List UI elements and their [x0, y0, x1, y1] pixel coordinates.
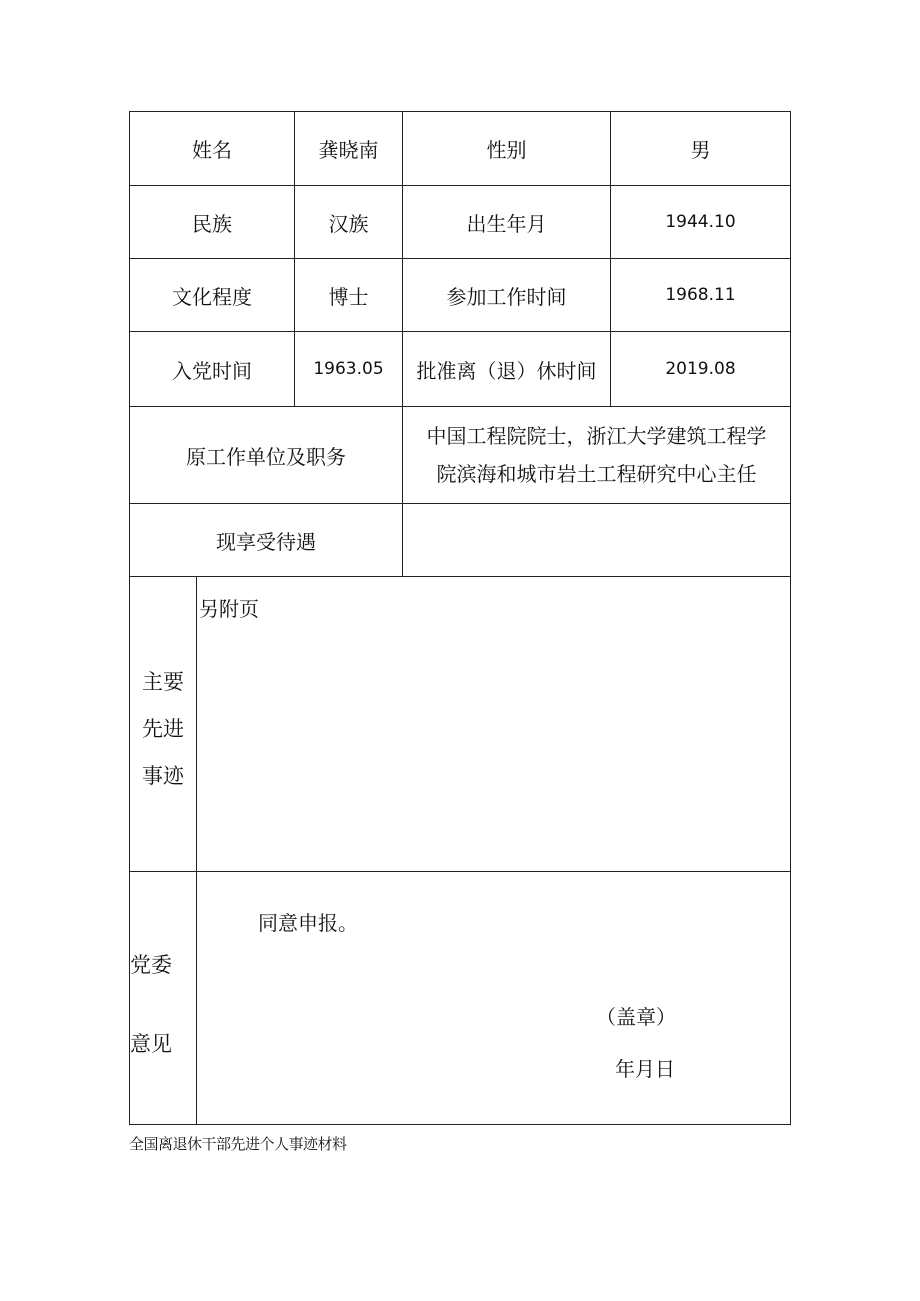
former-position-label: 原工作单位及职务: [186, 444, 346, 469]
benefits-label: 现享受待遇: [216, 529, 316, 554]
former-position-line-1: 中国工程院院士，浙江大学建筑工程学: [426, 424, 767, 448]
birth-date-label: 出生年月: [466, 211, 547, 236]
deeds-label: [130, 577, 196, 871]
retirement-label: 批准离（退）休时间: [416, 358, 597, 383]
party-join-value: 1963.05: [313, 359, 384, 379]
deeds-label-line-1: 主要: [142, 669, 184, 694]
opinion-label-line-1: 党委: [130, 953, 172, 977]
birth-date-value: 1944.10: [665, 212, 736, 232]
retirement-value: 2019.08: [665, 359, 736, 379]
column-divider: [196, 576, 197, 1124]
former-position-line-2: 院滨海和城市岩土工程研究中心主任: [436, 462, 757, 486]
gender-value: 男: [690, 138, 711, 162]
party-join-label: 入党时间: [172, 358, 252, 383]
opinion-content: 同意申报。: [258, 911, 358, 935]
education-label: 文化程度: [172, 284, 252, 309]
row-divider: [130, 576, 790, 577]
ethnicity-value: 汉族: [328, 211, 369, 236]
name-value: 龚晓南: [318, 138, 379, 162]
document-caption: 全国离退休干部先进个人事迹材料: [129, 1135, 347, 1153]
name-label: 姓名: [192, 138, 232, 162]
deeds-label-line-2: 先进: [142, 716, 184, 741]
education-value: 博士: [328, 284, 369, 309]
deeds-content: 另附页: [199, 597, 259, 621]
row-divider: [130, 871, 790, 872]
ethnicity-label: 民族: [192, 211, 232, 236]
former-position-value: [403, 407, 790, 503]
gender-label: 性别: [486, 138, 527, 162]
benefits-value: [403, 504, 790, 576]
date-placeholder: 年月日: [615, 1057, 675, 1081]
application-form: [129, 111, 791, 1125]
work-start-label: 参加工作时间: [446, 284, 567, 309]
deeds-label-line-3: 事迹: [142, 763, 184, 788]
opinion-label-line-2: 意见: [130, 1032, 172, 1056]
work-start-value: 1968.11: [665, 285, 736, 305]
seal-placeholder: （盖章）: [596, 1005, 676, 1029]
